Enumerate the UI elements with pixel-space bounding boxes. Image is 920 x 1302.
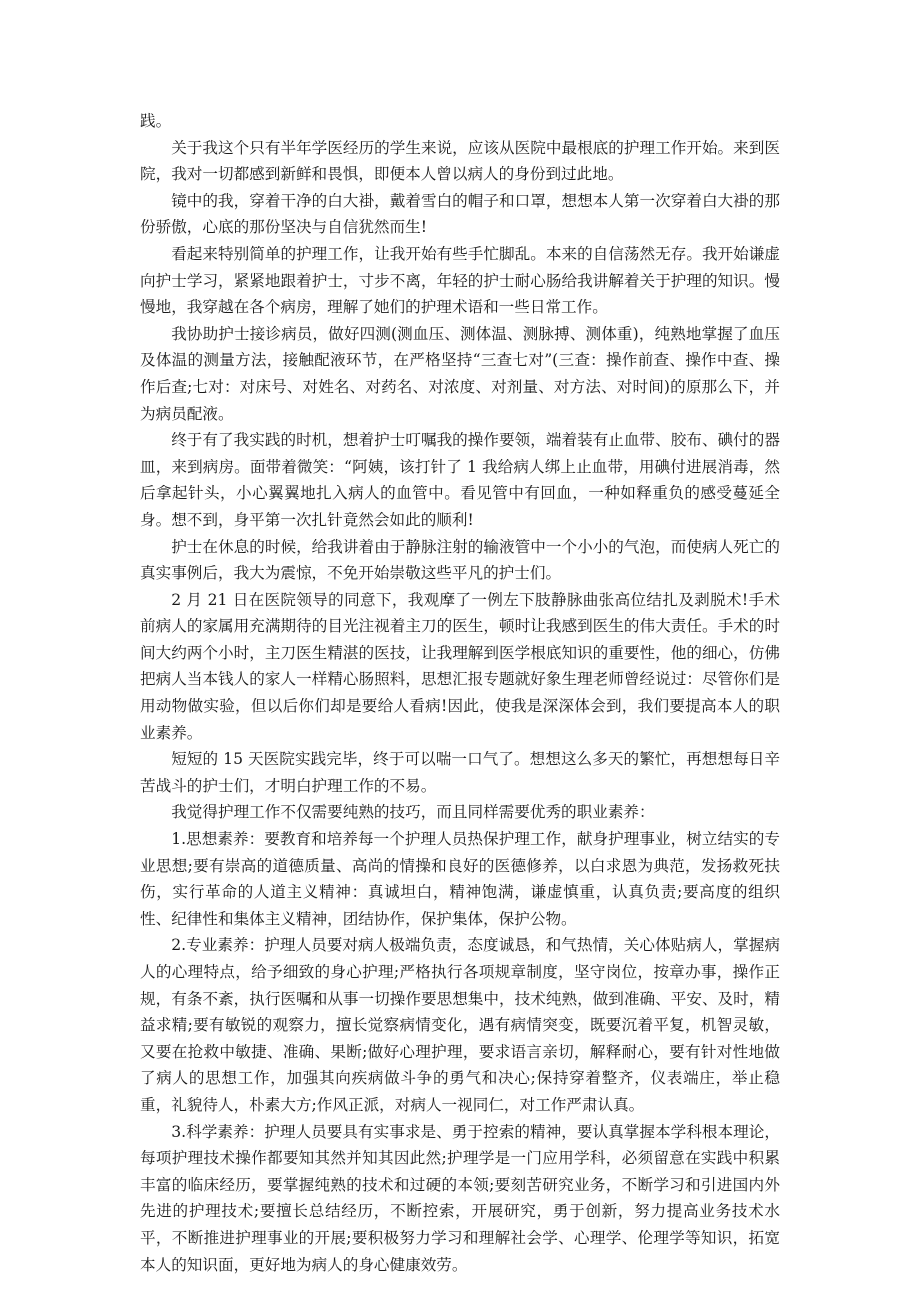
paragraph-12: 2.专业素养：护理人员要对病人极端负责，态度诚恳，和气热情，关心体贴病人，掌握病人的心理特点，给予细致的身心护理;严格执行各项规章制度，坚守岗位，按章办事，操作正规，有条不紊，执行医嘱和从事一切操作要思想集中，技术纯熟，做到准确、平安、及时，精益求精;要有敏锐的观察力，擅长觉察病情变化，遇有病情突变，既要沉着平复，机智灵敏，又要在抢救中敏捷、准确、果断;做好心理护理，要求语言亲切，解释耐心，要有针对性地做了病人的思想工作，加强其向疾病做斗争的勇气和决心;保持穿着整齐，仪表端庄，举止稳重，礼貌待人，朴素大方;作风正派，对病人一视同仁，对工作严肃认真。 bbox=[140, 936, 780, 1114]
paragraph-6: 终于有了我实践的时机，想着护士叮嘱我的操作要领，端着装有止血带、胶布、碘付的器皿，来到病房。面带着微笑：“阿姨，该打针了 1 我给病人绑上止血带，用碘付进展消毒，然后拿起针头，小心翼翼地扎入病人的血管中。看见管中有回血，一种如释重负的感受蔓延全身。想不到，身平第一次扎针竟然会如此的顺利! bbox=[140, 431, 780, 529]
paragraph-9: 短短的 15 天医院实践完毕，终于可以喘一口气了。想想这么多天的繁忙，再想想每日辛苦战斗的护士们，才明白护理工作的不易。 bbox=[140, 750, 780, 795]
paragraph-7: 护士在休息的时候，给我讲着由于静脉注射的输液管中一个小小的气泡，而使病人死亡的真实事例后，我大为震惊，不免开始崇敬这些平凡的护士们。 bbox=[140, 537, 780, 583]
paragraph-11: 1.思想素养：要教育和培养每一个护理人员热保护理工作，献身护理事业，树立结实的专业思想;要有崇高的道德质量、高尚的情操和良好的医德修养，以白求恩为典范，发扬救死扶伤，实行革命的人道主义精神：真诚坦白，精神饱满，谦虚慎重，认真负责;要高度的组织性、纪律性和集体主义精神，团结协作，保护集体，保护公物。 bbox=[140, 830, 780, 928]
paragraph-1: 践。 bbox=[140, 112, 172, 130]
paragraph-3: 镜中的我，穿着干净的白大褂，戴着雪白的帽子和口罩，想想本人第一次穿着白大褂的那份骄傲，心底的那份坚决与自信犹然而生! bbox=[140, 191, 780, 237]
paragraph-10: 我觉得护理工作不仅需要纯熟的技巧，而且同样需要优秀的职业素养： bbox=[171, 803, 655, 822]
paragraph-8: 2 月 21 日在医院领导的同意下，我观摩了一例左下肢静脉曲张高位结扎及剥脱术!手术前病人的家属用充满期待的目光注视着主刀的医生，顿时让我感到医生的伟大责任。手术的时间大约两个小时，主刀医生精湛的医技，让我理解到医学根底知识的重要性，他的细心，仿佛把病人当本钱人的家人一样精心肠照料，思想汇报专题就好象生理老师曾经说过：尽管你们是用动物做实验，但以后你们却是要给人看病!因此，使我是深深体会到，我们要提高本人的职业素养。 bbox=[140, 590, 780, 742]
paragraph-13: 3.科学素养：护理人员要具有实事求是、勇于控索的精神，要认真掌握本学科根本理论，每项护理技术操作都要知其然并知其因此然;护理学是一门应用学科，必须留意在实践中积累丰富的临床经历，要掌握纯熟的技术和过硬的本领;要刻苦研究业务，不断学习和引进国内外先进的护理技术;要擅长总结经历，不断控索，开展研究，勇于创新，努力提高业务技术水平，不断推进护理事业的开展;要积极努力学习和理解社会学、心理学、伦理学等知识，拓宽本人的知识面，更好地为病人的身心健康效劳。 bbox=[140, 1122, 780, 1274]
document-body bbox=[140, 108, 780, 1278]
paragraph-5: 我协助护士接诊病员，做好四测(测血压、测体温、测脉搏、测体重)，纯熟地掌握了血压及体温的测量方法，接触配液环节，在严格坚持“三查七对”(三查：操作前查、操作中查、操作后查;七对：对床号、对姓名、对药名、对浓度、对剂量、对方法、对时间)的原那么下，并为病员配液。 bbox=[140, 324, 780, 423]
paragraph-2: 关于我这个只有半年学医经历的学生来说，应该从医院中最根底的护理工作开始。来到医院，我对一切都感到新鲜和畏惧，即便本人曾以病人的身份到过此地。 bbox=[140, 138, 780, 184]
paragraph-4: 看起来特别简单的护理工作，让我开始有些手忙脚乱。本来的自信荡然无存。我开始谦虚向护士学习，紧紧地跟着护士，寸步不离，年轻的护士耐心肠给我讲解着关于护理的知识。慢慢地，我穿越在各个病房，理解了她们的护理术语和一些日常工作。 bbox=[140, 244, 780, 317]
